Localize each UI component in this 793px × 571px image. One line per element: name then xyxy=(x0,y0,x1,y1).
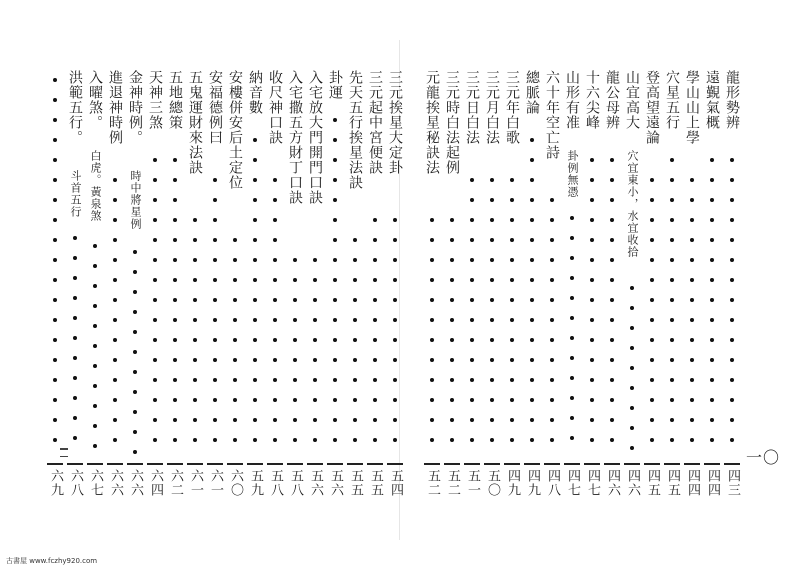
toc-entry-title: 入宅撒五方財丁口訣 xyxy=(287,70,303,205)
toc-entry[interactable] xyxy=(462,70,482,145)
toc-entry[interactable] xyxy=(245,70,265,115)
toc-page-number xyxy=(582,463,602,497)
toc-entry[interactable] xyxy=(125,70,145,145)
toc-entry[interactable] xyxy=(442,70,462,175)
page-number-digits: 五六 xyxy=(308,469,323,497)
page-number-dash xyxy=(424,463,440,465)
page-number-dash xyxy=(307,463,323,465)
page-number-dash xyxy=(347,463,363,465)
toc-entry-title: 安樓併安后土定位 xyxy=(227,70,243,190)
toc-page-number xyxy=(145,463,165,497)
toc-page-number xyxy=(185,463,205,497)
page-number-digits: 六六 xyxy=(128,469,143,497)
page-number-dash xyxy=(127,463,143,465)
page-number-digits: 六二 xyxy=(168,469,183,497)
toc-entry-title: 山宜高大 xyxy=(624,70,640,130)
page-number-dash xyxy=(367,463,383,465)
page-number-digits: 五四 xyxy=(388,469,403,497)
toc-entry[interactable] xyxy=(65,70,85,145)
page-number-digits: 六六 xyxy=(108,469,123,497)
toc-page-number xyxy=(385,463,405,497)
toc-entry-title: 山形有准 xyxy=(564,70,580,130)
toc-entry-title: 十六尖峰 xyxy=(584,70,600,130)
page-number-dash xyxy=(327,463,343,465)
toc-page-number xyxy=(482,463,502,497)
toc-entry-subtitle: 斗首五行 xyxy=(69,170,82,218)
page-number-digits: 六〇 xyxy=(228,469,243,497)
toc-entry[interactable] xyxy=(185,70,205,175)
toc-entry-title: 穴星五行 xyxy=(664,70,680,130)
toc-page-number xyxy=(45,463,65,497)
page-number-dash xyxy=(464,463,480,465)
page-number-digits: 四七 xyxy=(565,469,580,497)
page-number-dash xyxy=(644,463,660,465)
page-number-digits: 四八 xyxy=(545,469,560,497)
toc-entry[interactable] xyxy=(385,70,405,175)
toc-entry-subtitle: 卦例無憑 xyxy=(566,150,579,198)
page-number-digits: 四四 xyxy=(685,469,700,497)
toc-entry-title: 總脈論 xyxy=(524,70,540,115)
page-number-digits: 四六 xyxy=(625,469,640,497)
toc-entry-title: 收尺神口訣 xyxy=(267,70,283,145)
toc-entry-title: 龍公母辨 xyxy=(604,70,620,130)
toc-entry[interactable] xyxy=(85,70,105,130)
toc-entry-title: 先天五行挨星法訣 xyxy=(347,70,363,190)
folio-number: 一〇 xyxy=(746,448,781,467)
page-number-dash xyxy=(624,463,640,465)
toc-page-number xyxy=(422,463,442,497)
toc-page-number xyxy=(442,463,462,497)
toc-entry-title: 遠覲氣概 xyxy=(704,70,720,130)
toc-entry[interactable] xyxy=(602,70,622,130)
toc-page-number xyxy=(602,463,622,497)
toc-entry[interactable] xyxy=(145,70,165,130)
page-number-dash xyxy=(664,463,680,465)
toc-entry[interactable] xyxy=(365,70,385,175)
toc-entry[interactable] xyxy=(205,70,225,145)
toc-entry[interactable] xyxy=(422,70,442,175)
toc-entry-subtitle: 白虎。黃泉煞 xyxy=(89,150,102,222)
toc-entry-title: 洪範五行。 xyxy=(67,70,83,145)
toc-entry[interactable] xyxy=(702,70,722,130)
page-number-digits: 六四 xyxy=(148,469,163,497)
toc-page-number xyxy=(722,463,742,497)
page-number-dash xyxy=(704,463,720,465)
toc-entry-subtitle: 穴宜東小，水宜收拾 xyxy=(626,150,639,258)
page-number-digits: 四九 xyxy=(525,469,540,497)
page-number-dash xyxy=(604,463,620,465)
page-number-dash xyxy=(564,463,580,465)
page-number-digits: 四九 xyxy=(505,469,520,497)
page-number-digits: 六九 xyxy=(48,469,63,497)
page-number-dash xyxy=(484,463,500,465)
toc-page-number xyxy=(325,463,345,497)
toc-entry[interactable] xyxy=(522,70,542,115)
toc-page-number xyxy=(542,463,562,497)
toc-page-number xyxy=(502,463,522,497)
toc-entry[interactable] xyxy=(642,70,662,145)
toc-page-number xyxy=(622,463,642,497)
page-number-dash xyxy=(504,463,520,465)
toc-entry[interactable] xyxy=(622,70,642,130)
toc-entry-title: 學山山上學 xyxy=(684,70,700,145)
page-number-digits: 五六 xyxy=(328,469,343,497)
toc-entry-title: 五地總策 xyxy=(167,70,183,130)
toc-entry[interactable] xyxy=(482,70,502,145)
toc-entry[interactable] xyxy=(542,70,562,160)
toc-entry-title: 納音數 xyxy=(247,70,263,115)
toc-entry[interactable] xyxy=(105,70,125,145)
toc-entry[interactable] xyxy=(345,70,365,190)
toc-page-number xyxy=(682,463,702,497)
page-number-dash xyxy=(167,463,183,465)
toc-entry[interactable] xyxy=(225,70,245,190)
toc-page-number xyxy=(562,463,582,497)
toc-entry[interactable] xyxy=(582,70,602,130)
page-number-dash xyxy=(187,463,203,465)
page-number-digits: 五五 xyxy=(368,469,383,497)
page-number-digits: 六一 xyxy=(208,469,223,497)
toc-page-number xyxy=(125,463,145,497)
page-number-digits: 六七 xyxy=(88,469,103,497)
toc-page-number xyxy=(365,463,385,497)
toc-page-number xyxy=(225,463,245,497)
toc-entry[interactable] xyxy=(285,70,305,205)
page-number-digits: 四七 xyxy=(585,469,600,497)
toc-entry-title: 金神時例。 xyxy=(127,70,143,145)
toc-entry[interactable] xyxy=(265,70,285,145)
page-number-dash xyxy=(107,463,123,465)
toc-entry-title: 入曜煞。 xyxy=(87,70,103,130)
toc-entry-title: 三元起中宮便訣 xyxy=(367,70,383,175)
page-number-digits: 六一 xyxy=(188,469,203,497)
page-number-dash xyxy=(87,463,103,465)
toc-page-number xyxy=(205,463,225,497)
toc-entry[interactable] xyxy=(662,70,682,130)
toc-entry-title: 三元日白法 xyxy=(464,70,480,145)
toc-entry-title: 元龍挨星秘訣法 xyxy=(424,70,440,175)
toc-entry-title: 五鬼運財來法訣 xyxy=(187,70,203,175)
page-number-dash xyxy=(247,463,263,465)
page-number-dash xyxy=(544,463,560,465)
page-number-dash xyxy=(227,463,243,465)
toc-page-number xyxy=(245,463,265,497)
toc-entry-title: 龍形勢辨 xyxy=(724,70,740,130)
toc-page-number xyxy=(662,463,682,497)
toc-entry-title: 天神三煞 xyxy=(147,70,163,130)
toc-page-number xyxy=(165,463,185,497)
page-number-digits: 六八 xyxy=(68,469,83,497)
toc-page-number xyxy=(642,463,662,497)
toc-entry[interactable] xyxy=(305,70,325,205)
page-number-dash xyxy=(267,463,283,465)
toc-entry-title: 卦運 xyxy=(327,70,343,100)
page-number-dash xyxy=(684,463,700,465)
page-number-digits: 五八 xyxy=(288,469,303,497)
toc-page-number xyxy=(85,463,105,497)
page-number-dash xyxy=(47,463,63,465)
page-number-digits: 五八 xyxy=(268,469,283,497)
page-number-dash xyxy=(444,463,460,465)
toc-page-number xyxy=(285,463,305,497)
page-mark xyxy=(60,448,68,460)
page-number-dash xyxy=(524,463,540,465)
toc-entry-title: 三元挨星大定卦 xyxy=(387,70,403,175)
page-number-digits: 五一 xyxy=(465,469,480,497)
toc-entry[interactable] xyxy=(325,70,345,100)
toc-entry-title: 安福德例曰 xyxy=(207,70,223,145)
page-number-digits: 四四 xyxy=(705,469,720,497)
page-number-dash xyxy=(67,463,83,465)
page-number-digits: 五二 xyxy=(445,469,460,497)
toc-page-number xyxy=(702,463,722,497)
toc-page-number xyxy=(105,463,125,497)
page-number-digits: 五二 xyxy=(425,469,440,497)
page-number-dash xyxy=(207,463,223,465)
page-number-dash xyxy=(147,463,163,465)
toc-entry[interactable] xyxy=(562,70,582,130)
page-number-dash xyxy=(287,463,303,465)
toc-entry-subtitle: 時中將星例 xyxy=(129,170,142,230)
page-number-digits: 四五 xyxy=(645,469,660,497)
toc-entry-title: 三元月白法 xyxy=(484,70,500,145)
footer-watermark: 古書屋 www.fczhy920.com xyxy=(6,557,98,565)
page-number-dash xyxy=(387,463,403,465)
toc-page-number xyxy=(305,463,325,497)
toc-entry[interactable] xyxy=(165,70,185,130)
toc-entry-title: 六十年空亡詩 xyxy=(544,70,560,160)
toc-page-number xyxy=(522,463,542,497)
toc-entry-title: 登高望遠論 xyxy=(644,70,660,145)
toc-page-number xyxy=(65,463,85,497)
toc-page-number xyxy=(345,463,365,497)
page-number-digits: 五九 xyxy=(248,469,263,497)
toc-entry[interactable] xyxy=(722,70,742,130)
toc-entry[interactable] xyxy=(682,70,702,145)
toc-page-number xyxy=(462,463,482,497)
page-number-dash xyxy=(584,463,600,465)
toc-entry[interactable] xyxy=(502,70,522,145)
toc-page-number xyxy=(265,463,285,497)
toc-entry-title: 入宅放大門開門口訣 xyxy=(307,70,323,205)
page-number-digits: 四六 xyxy=(605,469,620,497)
toc-entry-title: 進退神時例 xyxy=(107,70,123,145)
page-number-digits: 五〇 xyxy=(485,469,500,497)
page-number-digits: 四三 xyxy=(725,469,740,497)
page-number-digits: 五五 xyxy=(348,469,363,497)
page-number-digits: 四五 xyxy=(665,469,680,497)
toc-entry-title: 三元年白歌 xyxy=(504,70,520,145)
toc-entry-title: 三元時白法起例 xyxy=(444,70,460,175)
page-number-dash xyxy=(724,463,740,465)
